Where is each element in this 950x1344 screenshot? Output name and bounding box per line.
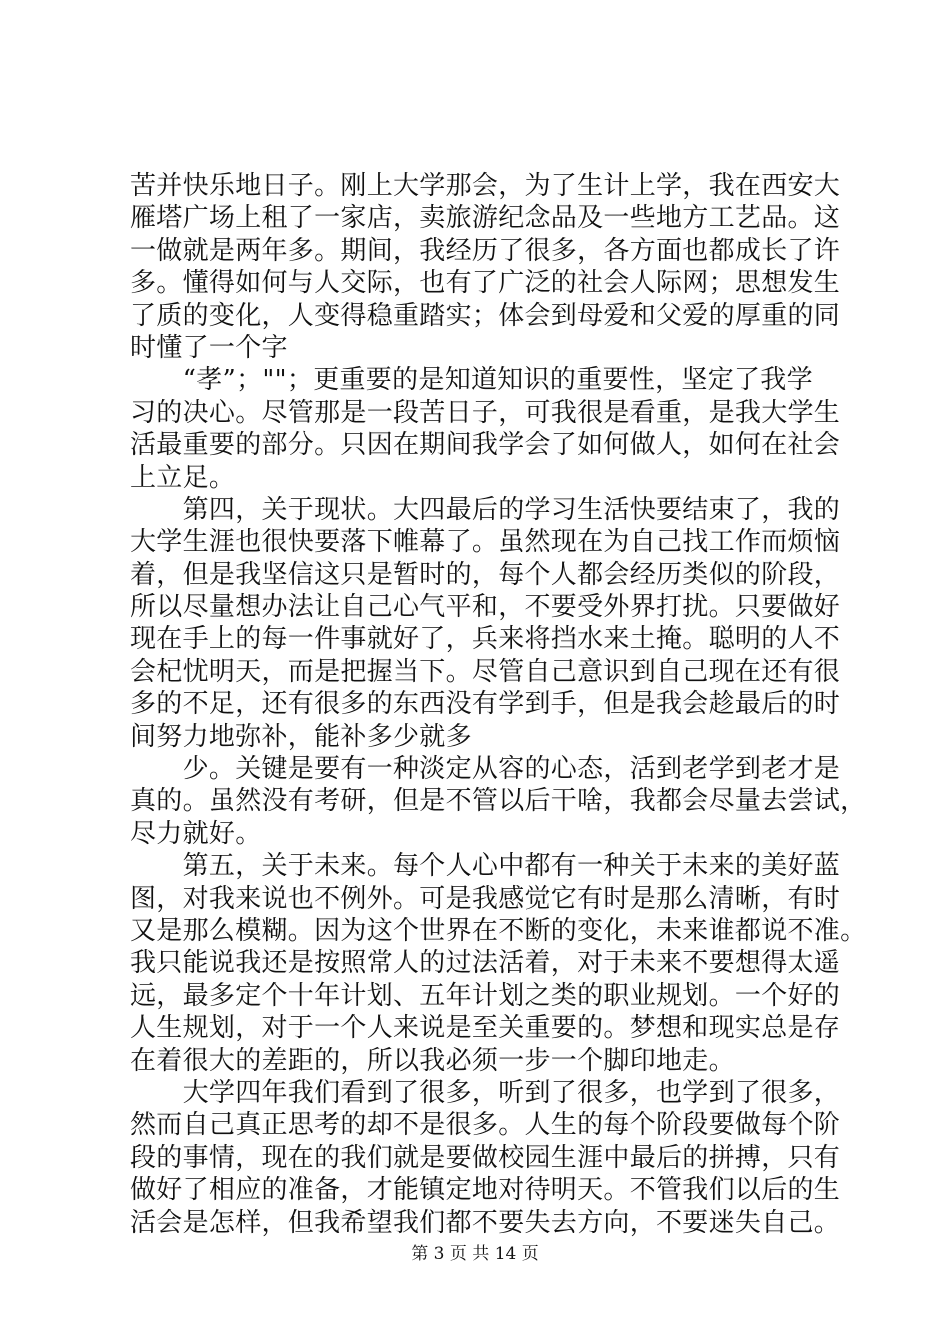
text-line: 多的不足，还有很多的东西没有学到手，但是我会趁最后的时 (130, 689, 841, 720)
text-line: 少。关键是要有一种淡定从容的心态，活到老学到老才是 (130, 754, 841, 785)
text-line: 第五，关于未来。每个人心中都有一种关于未来的美好蓝 (130, 851, 841, 882)
text-line: 所以尽量想办法让自己心气平和，不要受外界打扰。只要做好 (130, 592, 841, 623)
text-line: 了质的变化，人变得稳重踏实；体会到母爱和父爱的厚重的同 (130, 300, 841, 331)
text-line: 图，对我来说也不例外。可是我感觉它有时是那么清晰，有时 (130, 883, 841, 914)
text-line: 现在手上的每一件事就好了，兵来将挡水来土掩。聪明的人不 (130, 624, 841, 655)
text-line: 人生规划，对于一个人来说是至关重要的。梦想和现实总是存 (130, 1013, 841, 1044)
text-line: 尽力就好。 (130, 818, 262, 849)
text-line: 习的决心。尽管那是一段苦日子，可我很是看重，是我大学生 (130, 397, 841, 428)
text-line: 雁塔广场上租了一家店，卖旅游纪念品及一些地方工艺品。这 (130, 203, 841, 234)
text-line: 会杞忧明天，而是把握当下。尽管自己意识到自己现在还有很 (130, 656, 841, 687)
text-line: 上立足。 (130, 462, 236, 493)
text-line: 活最重要的部分。只因在期间我学会了如何做人，如何在社会 (130, 430, 841, 461)
text-line: 多。懂得如何与人交际，也有了广泛的社会人际网；思想发生 (130, 268, 841, 299)
text-line: 又是那么模糊。因为这个世界在不断的变化，未来谁都说不准。 (130, 915, 867, 946)
text-line: 着，但是我坚信这只是暂时的，每个人都会经历类似的阶段， (130, 559, 841, 590)
text-line: 第四，关于现状。大四最后的学习生活快要结束了，我的 (130, 494, 841, 525)
text-line: “孝”；""；更重要的是知道知识的重要性，坚定了我学 (130, 365, 813, 396)
text-line: 大学四年我们看到了很多，听到了很多，也学到了很多， (130, 1077, 841, 1108)
text-line: 真的。虽然没有考研，但是不管以后干啥，我都会尽量去尝试， (130, 786, 867, 817)
text-line: 一做就是两年多。期间，我经历了很多，各方面也都成长了许 (130, 235, 841, 266)
text-line: 间努力地弥补，能补多少就多 (130, 721, 472, 752)
text-line: 在着很大的差距的，所以我必须一步一个脚印地走。 (130, 1045, 735, 1076)
page-number-footer: 第 3 页 共 14 页 (411, 1244, 539, 1264)
text-line: 然而自己真正思考的却不是很多。人生的每个阶段要做每个阶 (130, 1110, 841, 1141)
text-line: 做好了相应的准备，才能镇定地对待明天。不管我们以后的生 (130, 1175, 841, 1206)
text-line: 活会是怎样，但我希望我们都不要失去方向，不要迷失自己。 (130, 1207, 841, 1238)
text-line: 段的事情，现在的我们就是要做校园生涯中最后的拼搏，只有 (130, 1142, 841, 1173)
text-line: 大学生涯也很快要落下帷幕了。虽然现在为自己找工作而烦恼 (130, 527, 841, 558)
text-line: 苦并快乐地日子。刚上大学那会，为了生计上学，我在西安大 (130, 171, 841, 201)
document-body (130, 170, 867, 1239)
text-line: 时懂了一个字 (130, 332, 288, 363)
text-line: 远，最多定个十年计划、五年计划之类的职业规划。一个好的 (130, 980, 841, 1011)
text-line: 我只能说我还是按照常人的过法活着，对于未来不要想得太遥 (130, 948, 841, 979)
